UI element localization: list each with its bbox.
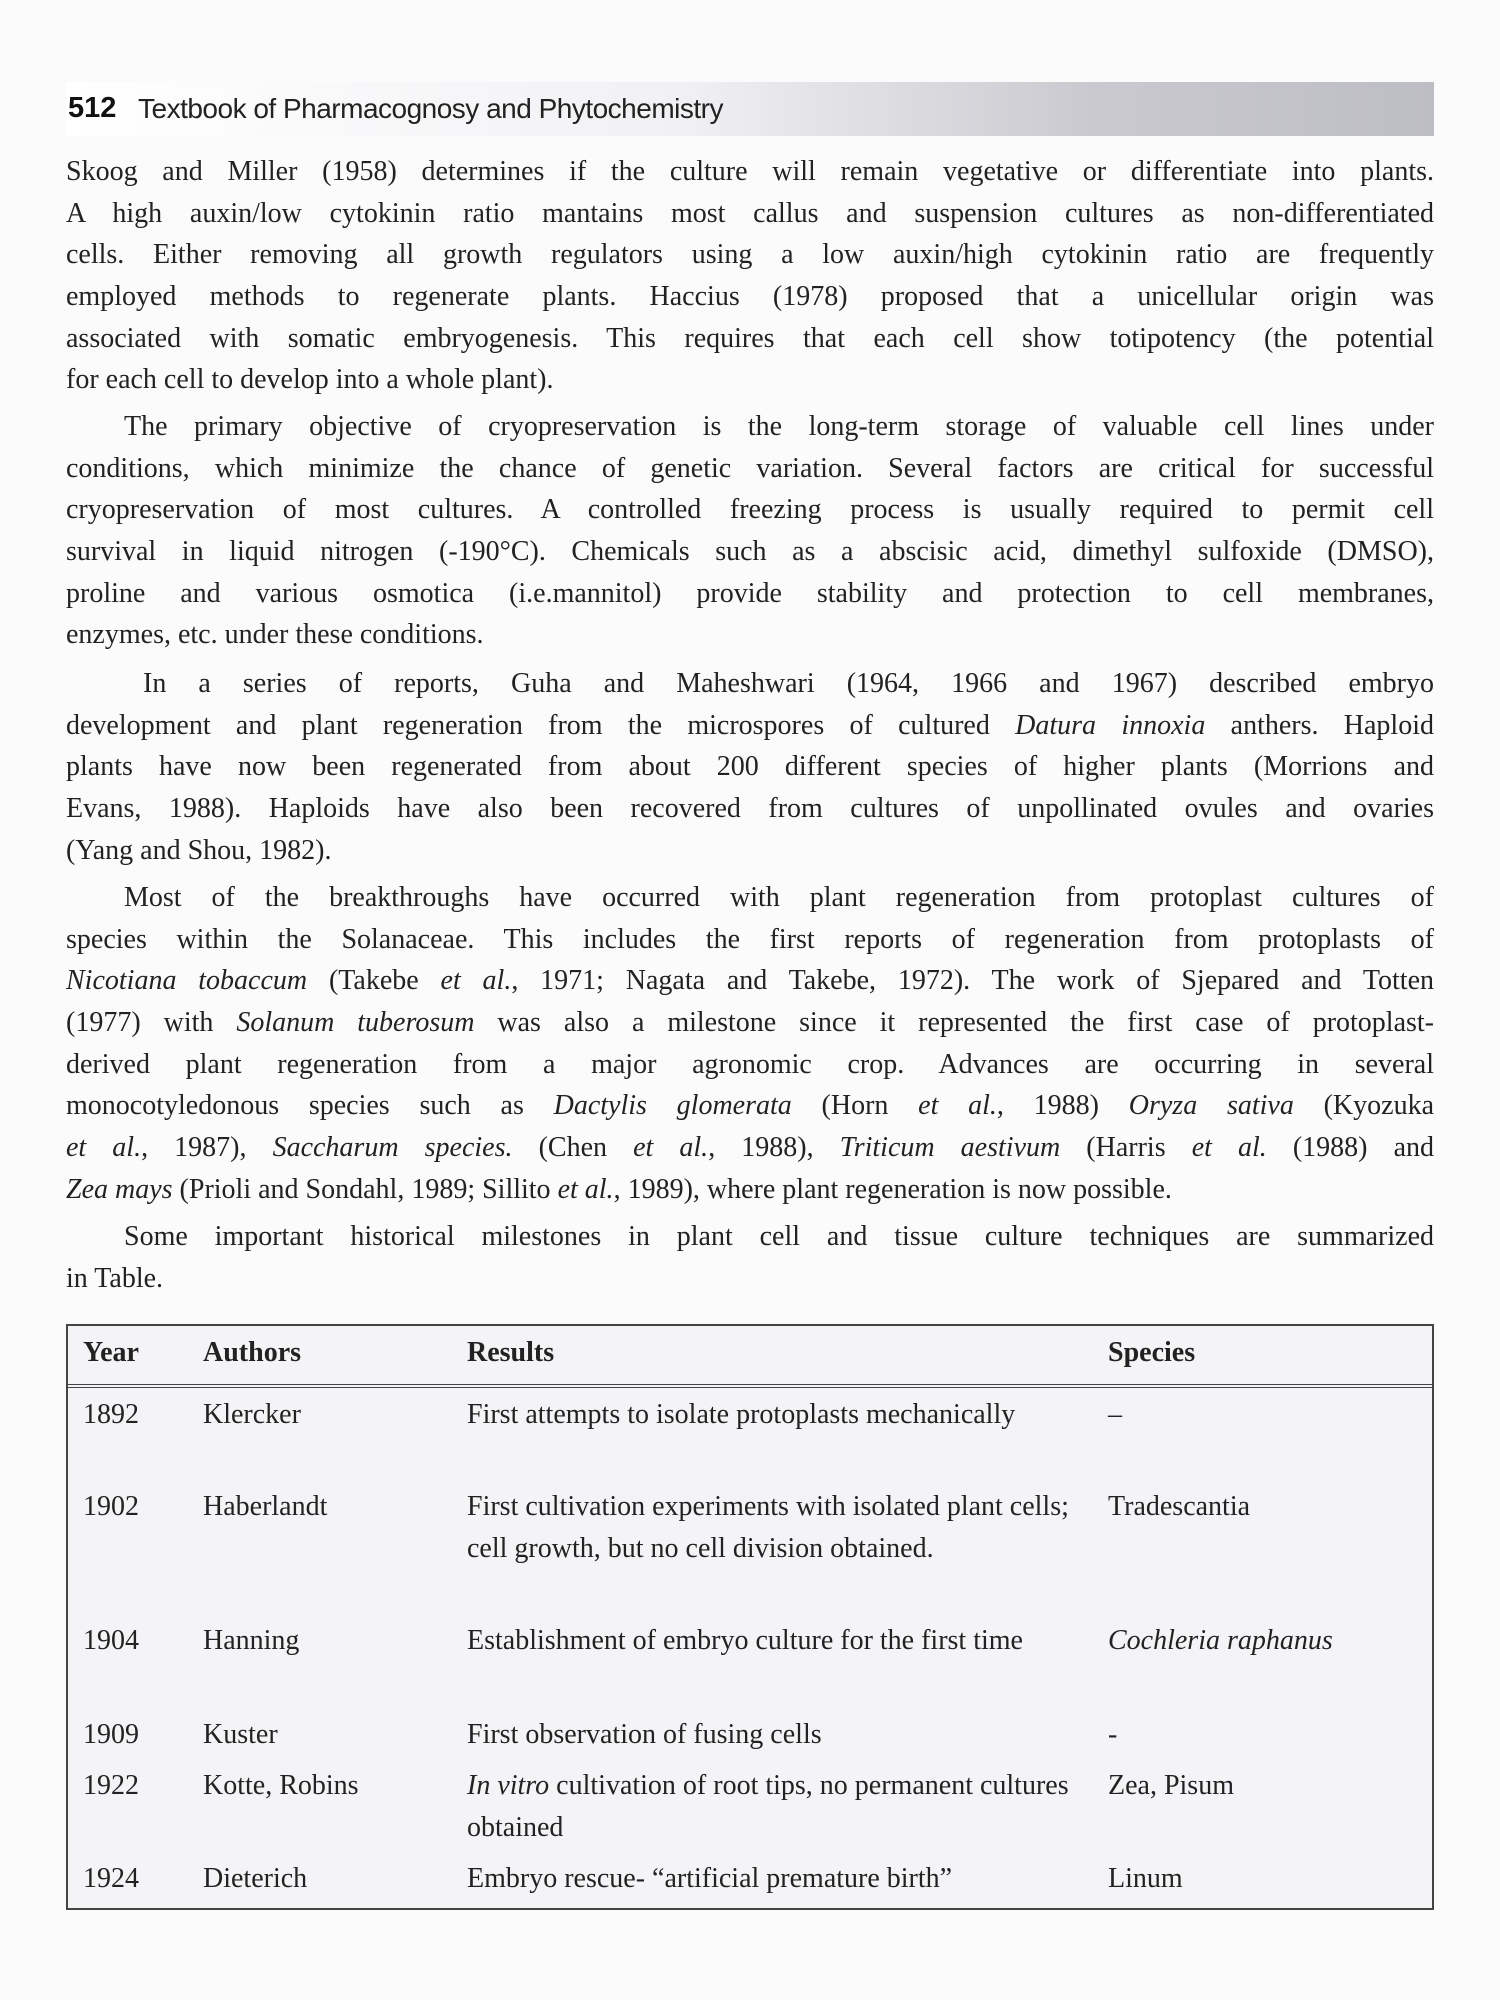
text-segment: survival in liquid nitrogen (-190°C). Chemicals such as a abscisic acid, dimethyl sulfoxide (DMSO), [66, 536, 1434, 568]
text-line [66, 919, 1434, 961]
italic-text: et al. [633, 1132, 709, 1164]
paragraph [66, 663, 1434, 871]
year-cell: 1892 [83, 1399, 139, 1430]
text-line [66, 746, 1434, 788]
text-line [66, 1258, 1434, 1300]
text-line [66, 1002, 1434, 1044]
species-cell: – [1108, 1399, 1122, 1430]
results-text: In vitro [467, 1770, 550, 1801]
paragraph [66, 1216, 1434, 1299]
italic-text: Nicotiana tobaccum [66, 965, 308, 997]
text-segment: (Takebe [307, 965, 441, 997]
species-cell: Linum [1108, 1863, 1183, 1894]
text-segment: (Chen [512, 1132, 634, 1164]
text-segment: , 1971; Nagata and Takebe, 1972). The work of Sjepared and Totten [511, 965, 1435, 997]
text-line [66, 705, 1434, 747]
text-segment: conditions, which minimize the chance of genetic variation. Several factors are critical for successful [66, 452, 1434, 484]
text-line [66, 830, 1434, 872]
italic-text: et al. [66, 1132, 142, 1164]
text-line [66, 193, 1434, 235]
species-cell: Zea, Pisum [1108, 1770, 1234, 1801]
text-line [66, 448, 1434, 490]
text-segment: , 1987), [141, 1132, 273, 1164]
text-line [66, 489, 1434, 531]
text-segment: A high auxin/low cytokinin ratio mantains most callus and suspension cultures as non-differentiated [66, 197, 1434, 229]
text-segment: anthers. Haploid [1205, 709, 1434, 741]
text-line [66, 573, 1434, 615]
text-line [66, 1169, 1434, 1211]
text-segment: (Harris [1060, 1132, 1192, 1164]
text-segment: was also a milestone since it represented the first case of protoplast- [474, 1007, 1435, 1039]
species-cell: Cochleria raphanus [1108, 1625, 1333, 1656]
authors-cell: Dieterich [203, 1863, 308, 1894]
table-header-row [68, 1326, 1432, 1388]
italic-text: Oryza sativa [1128, 1090, 1294, 1122]
text-line [66, 960, 1434, 1002]
text-segment: , 1988), [708, 1132, 840, 1164]
authors-cell: Klercker [203, 1399, 301, 1430]
italic-text: Datura innoxia [1015, 709, 1206, 741]
authors-cell: Haberlandt [203, 1491, 328, 1522]
italic-text: et al. [557, 1173, 614, 1205]
year-cell: 1924 [83, 1863, 139, 1894]
text-line [66, 877, 1434, 919]
text-line [66, 531, 1434, 573]
page-number: 512 [68, 92, 117, 124]
text-segment: cryopreservation of most cultures. A controlled freezing process is usually required to permit cell [66, 494, 1434, 526]
results-cell [467, 1486, 1107, 1570]
text-segment: derived plant regeneration from a major agronomic crop. Advances are occurring in several [66, 1048, 1434, 1080]
italic-text: Saccharum species. [272, 1132, 513, 1164]
text-segment: for each cell to develop into a whole plant). [66, 364, 554, 396]
text-segment: Some important historical milestones in plant cell and tissue culture techniques are summarized [124, 1221, 1434, 1252]
header-results: Results [467, 1337, 555, 1368]
text-line [66, 1127, 1434, 1169]
text-line [66, 276, 1434, 318]
text-segment: (Horn [791, 1090, 919, 1122]
results-cell [467, 1714, 1107, 1756]
results-text: cultivation of root tips, no permanent cultures obtained [467, 1770, 1069, 1843]
authors-cell: Hanning [203, 1625, 300, 1656]
text-segment: development and plant regeneration from the microspores of cultured [66, 709, 1016, 741]
text-line [66, 788, 1434, 830]
text-segment: proline and various osmotica (i.e.mannitol) provide stability and protection to cell membranes, [66, 577, 1434, 609]
italic-text: Triticum aestivum [839, 1132, 1061, 1164]
species-cell: Tradescantia [1108, 1491, 1251, 1522]
text-segment: (Kyozuka [1293, 1090, 1434, 1122]
results-text: First observation of fusing cells [467, 1719, 822, 1750]
text-line [66, 1085, 1434, 1127]
text-segment: The primary objective of cryopreservation is the long-term storage of valuable cell lines under [124, 411, 1434, 442]
running-header [66, 82, 1434, 136]
text-segment: Most of the breakthroughs have occurred with plant regeneration from protoplast cultures of [124, 882, 1434, 913]
year-cell: 1902 [83, 1491, 139, 1522]
results-text: Embryo rescue- “artificial premature birth” [467, 1863, 953, 1894]
text-segment: plants have now been regenerated from about 200 different species of higher plants (Morrions and [66, 751, 1434, 783]
year-cell: 1909 [83, 1719, 139, 1750]
book-title: Textbook of Pharmacognosy and Phytochemistry [138, 93, 723, 124]
text-segment: enzymes, etc. under these conditions. [66, 619, 484, 651]
text-line [66, 614, 1434, 656]
text-segment: employed methods to regenerate plants. Haccius (1978) proposed that a unicellular origin was [66, 281, 1434, 313]
year-cell: 1922 [83, 1770, 139, 1801]
text-segment: cells. Either removing all growth regulators using a low auxin/high cytokinin ratio are frequently [66, 239, 1434, 271]
italic-text: et al. [918, 1090, 997, 1122]
results-text: Establishment of embryo culture for the first time [467, 1625, 1023, 1656]
text-segment: , 1988) [996, 1090, 1129, 1122]
italic-text: Solanum tuberosum [236, 1007, 475, 1039]
italic-text: Dactylis glomerata [553, 1090, 792, 1122]
results-text: First cultivation experiments with isolated plant cells; cell growth, but no cell division obtained. [467, 1491, 1069, 1564]
header-authors: Authors [203, 1337, 302, 1368]
header-species: Species [1108, 1337, 1196, 1368]
results-cell [467, 1620, 1107, 1662]
text-segment: (1988) and [1266, 1132, 1435, 1164]
text-segment: Skoog and Miller (1958) determines if the culture will remain vegetative or differentiate into plants. [66, 156, 1434, 187]
text-line [66, 1044, 1434, 1086]
milestones-table [66, 1324, 1434, 1910]
species-cell: - [1108, 1719, 1118, 1750]
text-segment: (Prioli and Sondahl, 1989; Sillito [172, 1173, 558, 1205]
paragraph [66, 406, 1434, 656]
text-line [66, 663, 1434, 705]
authors-cell: Kuster [203, 1719, 278, 1750]
year-cell: 1904 [83, 1625, 139, 1656]
text-line [66, 359, 1434, 401]
text-segment: species within the Solanaceae. This includes the first reports of regeneration from protoplasts of [66, 923, 1434, 955]
text-line [66, 151, 1434, 193]
text-segment: In a series of reports, Guha and Maheshwari (1964, 1966 and 1967) described embryo [143, 668, 1434, 699]
results-cell [467, 1394, 1107, 1436]
italic-text: et al. [440, 965, 512, 997]
text-segment: (1977) with [66, 1007, 237, 1039]
text-segment: associated with somatic embryogenesis. This requires that each cell show totipotency (the potential [66, 322, 1434, 354]
results-cell [467, 1858, 1107, 1900]
text-line [66, 234, 1434, 276]
header-year: Year [83, 1337, 139, 1368]
results-cell [467, 1765, 1107, 1849]
text-segment: (Yang and Shou, 1982). [66, 834, 332, 866]
text-segment: monocotyledonous species such as [66, 1090, 554, 1122]
paragraph [66, 151, 1434, 401]
text-line [66, 318, 1434, 360]
italic-text: Zea mays [66, 1173, 173, 1205]
results-text: First attempts to isolate protoplasts mechanically [467, 1399, 1016, 1430]
paragraph [66, 877, 1434, 1211]
text-segment: , 1989), where plant regeneration is now possible. [613, 1173, 1172, 1205]
text-line [66, 406, 1434, 448]
text-segment: in Table. [66, 1262, 164, 1294]
italic-text: et al. [1191, 1132, 1267, 1164]
authors-cell: Kotte, Robins [203, 1770, 359, 1801]
text-segment: Evans, 1988). Haploids have also been recovered from cultures of unpollinated ovules and ovaries [66, 793, 1434, 825]
text-line [66, 1216, 1434, 1258]
